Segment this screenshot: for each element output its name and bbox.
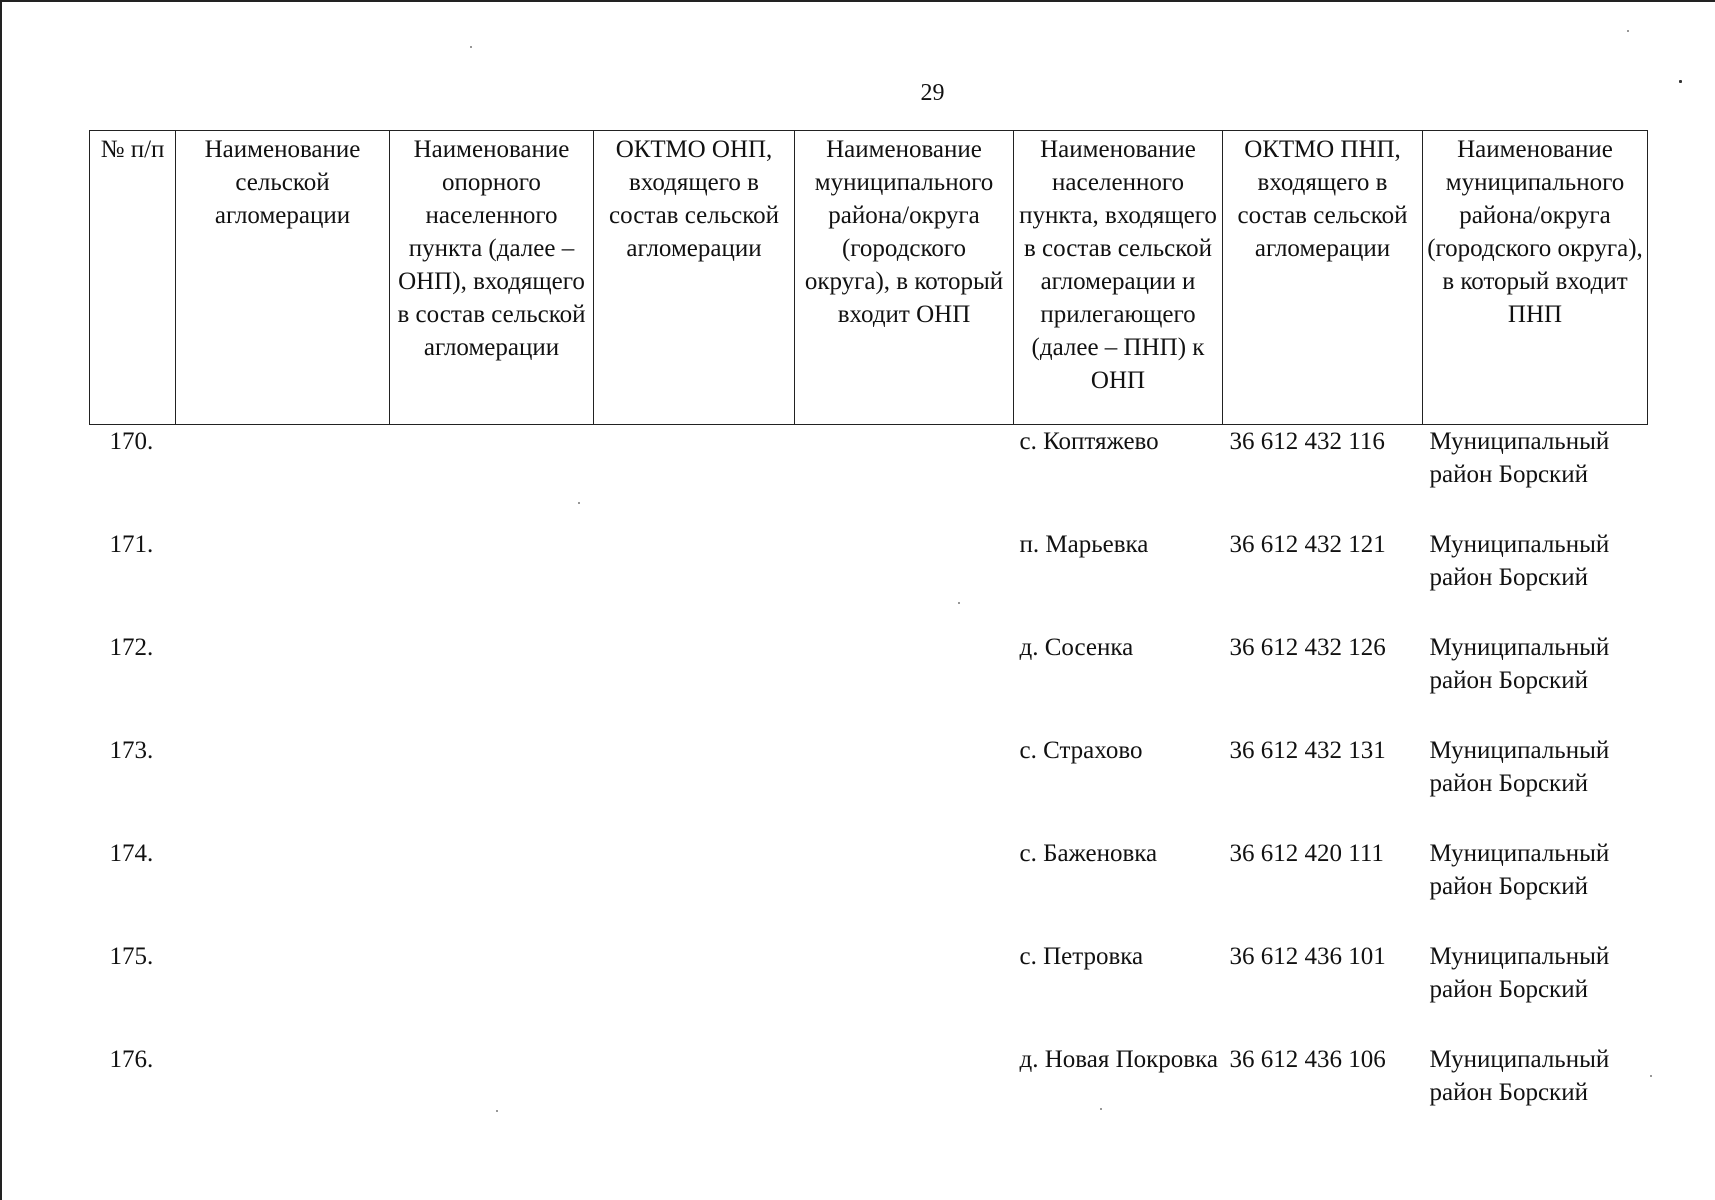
- scan-edge-left: [0, 0, 2, 1200]
- scan-speck: [578, 502, 580, 504]
- header-onp-name: Наименование опорного населенного пункта (далее – ОНП), входящего в состав сельской агломерации: [390, 131, 594, 425]
- table-body: [90, 425, 1648, 1146]
- cell-pnp: с. Коптяжево: [1019, 428, 1159, 455]
- cell-onp-district: [795, 631, 1014, 734]
- cell-onp: [390, 837, 594, 940]
- cell-pnp: с. Петровка: [1019, 942, 1144, 970]
- row-number: 171.: [109, 530, 154, 558]
- cell-pnp: п. Марьевка: [1019, 530, 1149, 558]
- cell-onp-oktmo: [594, 631, 795, 734]
- cell-agglomeration: [176, 425, 390, 528]
- table-row: [90, 837, 1648, 940]
- scan-edge-top: [0, 0, 1715, 2]
- header-number: № п/п: [90, 131, 176, 425]
- cell-onp: [390, 631, 594, 734]
- cell-pnp-district: Муниципальный район Борский: [1429, 1045, 1610, 1106]
- cell-agglomeration: [176, 1043, 390, 1146]
- cell-onp-district: [795, 734, 1014, 837]
- cell-onp-oktmo: [594, 528, 795, 631]
- table-row: [90, 425, 1648, 528]
- cell-agglomeration: [176, 631, 390, 734]
- table-row: [90, 1043, 1648, 1146]
- cell-onp: [390, 940, 594, 1043]
- scan-speck: [470, 46, 472, 48]
- header-pnp-name: Наименование населенного пункта, входящего в состав сельской агломерации и прилегающего (далее – ПНП) к ОНП: [1014, 131, 1223, 425]
- header-agglomeration-name: Наименование сельской агломерации: [176, 131, 390, 425]
- cell-agglomeration: [176, 940, 390, 1043]
- cell-pnp: с. Баженовка: [1019, 839, 1158, 867]
- agglomeration-table: [89, 130, 1648, 1146]
- cell-agglomeration: [176, 734, 390, 837]
- scan-speck: [1100, 1108, 1102, 1110]
- row-number: 175.: [109, 942, 154, 970]
- header-onp-oktmo: ОКТМО ОНП, входящего в состав сельской агломерации: [594, 131, 795, 425]
- table-row: [90, 631, 1648, 734]
- table-header: [90, 131, 1648, 425]
- cell-onp-district: [795, 940, 1014, 1043]
- cell-pnp-oktmo: 36 612 432 126: [1229, 633, 1386, 661]
- row-number: 173.: [109, 736, 154, 764]
- cell-pnp-oktmo: 36 612 436 101: [1229, 942, 1386, 970]
- cell-onp-oktmo: [594, 425, 795, 528]
- cell-onp-district: [795, 837, 1014, 940]
- cell-onp: [390, 528, 594, 631]
- cell-onp-district: [795, 528, 1014, 631]
- header-pnp-oktmo: ОКТМО ПНП, входящего в состав сельской агломерации: [1223, 131, 1423, 425]
- header-pnp-district: Наименование муниципального района/округа (городского округа), в который входит ПНП: [1423, 131, 1648, 425]
- row-number: 172.: [109, 633, 154, 661]
- cell-onp-district: [795, 1043, 1014, 1146]
- scan-speck: [1679, 80, 1682, 83]
- cell-pnp-oktmo: 36 612 420 111: [1229, 839, 1384, 867]
- cell-onp: [390, 425, 594, 528]
- cell-pnp-oktmo: 36 612 432 121: [1229, 530, 1386, 558]
- cell-agglomeration: [176, 837, 390, 940]
- cell-onp-oktmo: [594, 734, 795, 837]
- table-row: [90, 734, 1648, 837]
- row-number: 170.: [109, 428, 154, 455]
- cell-pnp-oktmo: 36 612 436 106: [1229, 1045, 1386, 1073]
- cell-pnp-district: Муниципальный район Борский: [1429, 428, 1610, 488]
- cell-pnp: с. Страхово: [1019, 736, 1143, 764]
- cell-agglomeration: [176, 528, 390, 631]
- cell-pnp-district: Муниципальный район Борский: [1429, 633, 1610, 694]
- scan-speck: [1650, 1075, 1652, 1077]
- cell-pnp: д. Новая Покровка: [1019, 1045, 1218, 1073]
- cell-onp: [390, 1043, 594, 1146]
- cell-onp: [390, 734, 594, 837]
- cell-pnp-oktmo: 36 612 432 116: [1229, 428, 1385, 455]
- cell-onp-oktmo: [594, 940, 795, 1043]
- scan-speck: [496, 1110, 498, 1112]
- page-number: 29: [920, 80, 945, 106]
- cell-onp-oktmo: [594, 837, 795, 940]
- cell-pnp-district: Муниципальный район Борский: [1429, 942, 1610, 1003]
- row-number: 174.: [109, 839, 154, 867]
- cell-pnp: д. Сосенка: [1019, 633, 1134, 661]
- header-onp-district: Наименование муниципального района/округа (городского округа), в который входит ОНП: [795, 131, 1014, 425]
- cell-onp-oktmo: [594, 1043, 795, 1146]
- table-row: [90, 528, 1648, 631]
- scan-speck: [1627, 30, 1629, 32]
- cell-pnp-district: Муниципальный район Борский: [1429, 736, 1610, 797]
- table-row: [90, 940, 1648, 1043]
- cell-pnp-oktmo: 36 612 432 131: [1229, 736, 1386, 764]
- row-number: 176.: [109, 1045, 154, 1073]
- cell-onp-district: [795, 425, 1014, 528]
- cell-pnp-district: Муниципальный район Борский: [1429, 839, 1610, 900]
- cell-pnp-district: Муниципальный район Борский: [1429, 530, 1610, 591]
- header-row: [90, 131, 1648, 425]
- scan-speck: [958, 602, 960, 604]
